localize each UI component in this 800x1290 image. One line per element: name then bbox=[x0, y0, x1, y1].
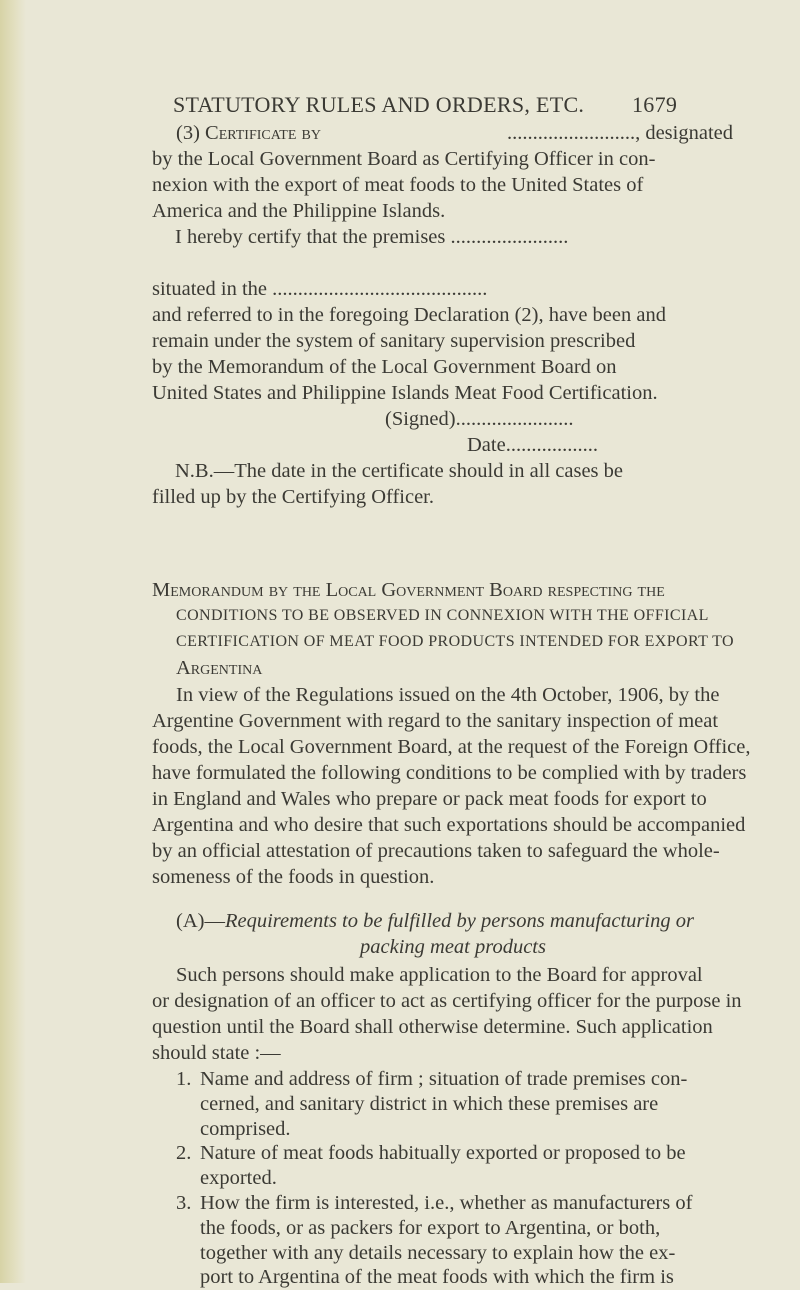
certificate-line-4: America and the Philippine Islands. bbox=[152, 200, 446, 222]
application-para-line-2: or designation of an officer to act as certifying officer for the purpose in bbox=[152, 990, 742, 1012]
memorandum-heading-line-1: Memorandum by the Local Government Board respecting the bbox=[152, 579, 665, 601]
list-item-line: How the firm is interested, i.e., whether as manufacturers of bbox=[200, 1192, 693, 1214]
application-para-line-4: should state :— bbox=[152, 1042, 281, 1064]
date-line: Date.................. bbox=[467, 434, 598, 456]
certificate-line-1-rest: ........................., designated bbox=[506, 122, 733, 144]
memorandum-para-line-5: in England and Wales who prepare or pack meat foods for export to bbox=[152, 788, 707, 810]
certificate-line-7: and referred to in the foregoing Declaration (2), have been and bbox=[152, 304, 666, 326]
certificate-label: (3) Certificate by bbox=[176, 122, 321, 144]
signed-line: (Signed)....................... bbox=[385, 408, 574, 430]
memorandum-para-line-3: foods, the Local Government Board, at the request of the Foreign Office, bbox=[152, 736, 751, 758]
certificate-line-6: situated in the .......................................... bbox=[152, 278, 488, 300]
memorandum-heading-line-3: CERTIFICATION OF MEAT FOOD PRODUCTS INTENDED FOR EXPORT TO bbox=[176, 633, 734, 650]
nb-note-line-1: N.B.—The date in the certificate should in all cases be bbox=[175, 460, 623, 482]
sub-heading-prefix: (A)— bbox=[176, 910, 225, 932]
memorandum-para-line-7: by an official attestation of precautions taken to safeguard the whole- bbox=[152, 840, 720, 862]
certificate-line-5: I hereby certify that the premises ....................... bbox=[175, 226, 569, 248]
list-item-line: port to Argentina of the meat foods with which the firm is bbox=[200, 1266, 674, 1289]
nb-note-line-2: filled up by the Certifying Officer. bbox=[152, 486, 434, 508]
list-item-line: Name and address of firm ; situation of trade premises con- bbox=[200, 1068, 688, 1090]
sub-heading-line-2: packing meat products bbox=[360, 936, 546, 958]
memorandum-heading-line-2: CONDITIONS TO BE OBSERVED IN CONNEXION WITH THE OFFICIAL bbox=[176, 607, 709, 624]
list-item-line: Nature of meat foods habitually exported or proposed to be bbox=[200, 1142, 686, 1165]
application-para-line-3: question until the Board shall otherwise determine. Such application bbox=[152, 1016, 713, 1038]
application-para-line-1: Such persons should make application to the Board for approval bbox=[176, 964, 703, 986]
list-item-line: together with any details necessary to explain how the ex- bbox=[200, 1241, 676, 1264]
certificate-line-10: United States and Philippine Islands Meat Food Certification. bbox=[152, 382, 658, 404]
list-item-line: cerned, and sanitary district in which these premises are bbox=[200, 1092, 659, 1115]
memorandum-para-line-6: Argentina and who desire that such exportations should be accompanied bbox=[152, 814, 746, 836]
sub-heading-text: Requirements to be fulfilled by persons manufacturing or bbox=[224, 910, 694, 932]
memorandum-para-line-1: In view of the Regulations issued on the 4th October, 1906, by the bbox=[176, 684, 720, 706]
certificate-line-9: by the Memorandum of the Local Government Board on bbox=[152, 356, 617, 378]
list-item-number: 3. bbox=[176, 1192, 192, 1214]
list-item-number: 2. bbox=[176, 1142, 192, 1165]
memorandum-para-line-4: have formulated the following conditions to be complied with by traders bbox=[152, 762, 747, 784]
list-item-number: 1. bbox=[176, 1068, 192, 1090]
certificate-line-1 bbox=[176, 120, 733, 146]
memorandum-para-line-2: Argentine Government with regard to the sanitary inspection of meat bbox=[152, 710, 719, 732]
running-title: STATUTORY RULES AND ORDERS, ETC. bbox=[173, 92, 585, 117]
page-number: 1679 bbox=[632, 92, 678, 117]
list-item-line: exported. bbox=[200, 1167, 277, 1190]
certificate-line-3: nexion with the export of meat foods to the United States of bbox=[152, 174, 644, 196]
list-item-line: the foods, or as packers for export to Argentina, or both, bbox=[200, 1216, 661, 1239]
certificate-line-2: by the Local Government Board as Certifying Officer in con- bbox=[152, 148, 656, 170]
memorandum-heading-line-4: Argentina bbox=[176, 657, 263, 679]
memorandum-para-line-8: someness of the foods in question. bbox=[152, 866, 435, 888]
certificate-line-8: remain under the system of sanitary supervision prescribed bbox=[152, 330, 636, 352]
list-item-line: comprised. bbox=[200, 1117, 291, 1140]
sub-heading-line-1 bbox=[176, 908, 694, 934]
